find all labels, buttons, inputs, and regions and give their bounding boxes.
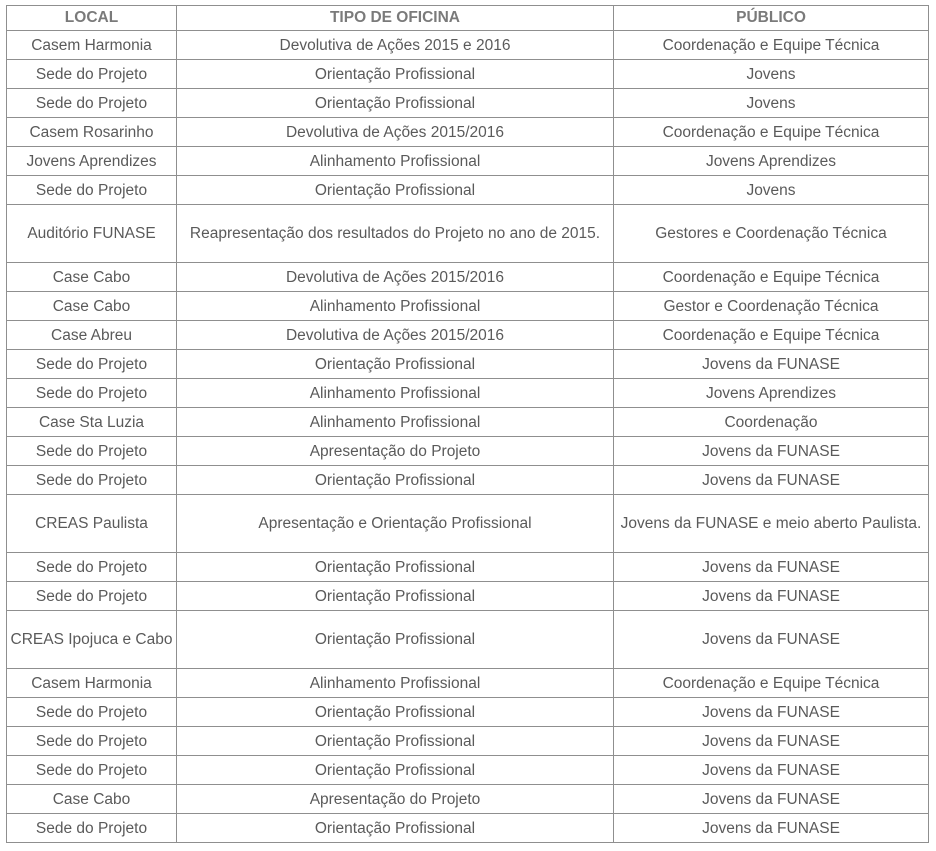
cell-local: Sede do Projeto (7, 553, 177, 582)
cell-publico: Jovens da FUNASE (614, 582, 929, 611)
cell-local: Casem Rosarinho (7, 118, 177, 147)
cell-publico: Jovens da FUNASE (614, 350, 929, 379)
cell-local: Sede do Projeto (7, 437, 177, 466)
cell-local: Case Cabo (7, 292, 177, 321)
cell-publico: Jovens da FUNASE (614, 756, 929, 785)
cell-tipo-de-oficina: Alinhamento Profissional (177, 379, 614, 408)
table-row (7, 350, 929, 379)
cell-publico: Jovens (614, 60, 929, 89)
cell-tipo-de-oficina: Reapresentação dos resultados do Projeto no ano de 2015. (177, 205, 614, 263)
cell-tipo-de-oficina: Apresentação e Orientação Profissional (177, 495, 614, 553)
cell-publico: Jovens da FUNASE (614, 437, 929, 466)
table-row (7, 698, 929, 727)
table-row (7, 727, 929, 756)
table-row (7, 582, 929, 611)
cell-tipo-de-oficina: Orientação Profissional (177, 727, 614, 756)
table-row (7, 408, 929, 437)
cell-tipo-de-oficina: Orientação Profissional (177, 89, 614, 118)
cell-publico: Jovens Aprendizes (614, 379, 929, 408)
cell-tipo-de-oficina: Orientação Profissional (177, 350, 614, 379)
cell-publico: Jovens Aprendizes (614, 147, 929, 176)
cell-local: Jovens Aprendizes (7, 147, 177, 176)
table-row (7, 611, 929, 669)
cell-local: Sede do Projeto (7, 89, 177, 118)
table-row (7, 60, 929, 89)
table-row (7, 756, 929, 785)
cell-local: Case Cabo (7, 785, 177, 814)
cell-tipo-de-oficina: Apresentação do Projeto (177, 437, 614, 466)
cell-tipo-de-oficina: Devolutiva de Ações 2015 e 2016 (177, 31, 614, 60)
cell-publico: Jovens da FUNASE (614, 727, 929, 756)
cell-local: Sede do Projeto (7, 814, 177, 843)
table-row (7, 466, 929, 495)
cell-local: Sede do Projeto (7, 350, 177, 379)
table-row (7, 669, 929, 698)
cell-local: Casem Harmonia (7, 669, 177, 698)
table-header-row (7, 6, 929, 31)
table-row (7, 553, 929, 582)
cell-tipo-de-oficina: Orientação Profissional (177, 582, 614, 611)
cell-local: Sede do Projeto (7, 582, 177, 611)
cell-tipo-de-oficina: Orientação Profissional (177, 611, 614, 669)
cell-local: Sede do Projeto (7, 60, 177, 89)
cell-publico: Gestor e Coordenação Técnica (614, 292, 929, 321)
cell-tipo-de-oficina: Apresentação do Projeto (177, 785, 614, 814)
cell-local: Case Sta Luzia (7, 408, 177, 437)
table-row (7, 292, 929, 321)
cell-publico: Jovens da FUNASE (614, 553, 929, 582)
cell-publico: Coordenação (614, 408, 929, 437)
cell-local: Casem Harmonia (7, 31, 177, 60)
cell-publico: Coordenação e Equipe Técnica (614, 118, 929, 147)
table-row (7, 379, 929, 408)
header-tipo-de-oficina: TIPO DE OFICINA (177, 6, 614, 31)
cell-tipo-de-oficina: Alinhamento Profissional (177, 292, 614, 321)
cell-publico: Jovens da FUNASE (614, 466, 929, 495)
cell-local: Sede do Projeto (7, 466, 177, 495)
cell-publico: Jovens (614, 176, 929, 205)
cell-tipo-de-oficina: Devolutiva de Ações 2015/2016 (177, 321, 614, 350)
workshop-table (6, 5, 929, 843)
cell-tipo-de-oficina: Devolutiva de Ações 2015/2016 (177, 118, 614, 147)
table-row (7, 437, 929, 466)
table-row (7, 263, 929, 292)
table-row (7, 176, 929, 205)
cell-local: CREAS Ipojuca e Cabo (7, 611, 177, 669)
cell-publico: Coordenação e Equipe Técnica (614, 321, 929, 350)
header-publico: PÚBLICO (614, 6, 929, 31)
cell-local: Auditório FUNASE (7, 205, 177, 263)
cell-publico: Coordenação e Equipe Técnica (614, 31, 929, 60)
table-row (7, 495, 929, 553)
cell-tipo-de-oficina: Orientação Profissional (177, 553, 614, 582)
cell-publico: Coordenação e Equipe Técnica (614, 263, 929, 292)
cell-local: Case Cabo (7, 263, 177, 292)
table-row (7, 814, 929, 843)
cell-publico: Gestores e Coordenação Técnica (614, 205, 929, 263)
table-row (7, 205, 929, 263)
table-row (7, 147, 929, 176)
cell-tipo-de-oficina: Devolutiva de Ações 2015/2016 (177, 263, 614, 292)
cell-tipo-de-oficina: Alinhamento Profissional (177, 147, 614, 176)
table-row (7, 321, 929, 350)
cell-publico: Jovens da FUNASE (614, 611, 929, 669)
cell-tipo-de-oficina: Alinhamento Profissional (177, 669, 614, 698)
table-row (7, 118, 929, 147)
cell-publico: Jovens da FUNASE e meio aberto Paulista. (614, 495, 929, 553)
cell-local: Sede do Projeto (7, 756, 177, 785)
table-row (7, 31, 929, 60)
cell-tipo-de-oficina: Orientação Profissional (177, 466, 614, 495)
cell-local: Sede do Projeto (7, 176, 177, 205)
cell-tipo-de-oficina: Alinhamento Profissional (177, 408, 614, 437)
cell-tipo-de-oficina: Orientação Profissional (177, 60, 614, 89)
cell-tipo-de-oficina: Orientação Profissional (177, 814, 614, 843)
cell-tipo-de-oficina: Orientação Profissional (177, 698, 614, 727)
cell-local: CREAS Paulista (7, 495, 177, 553)
cell-publico: Coordenação e Equipe Técnica (614, 669, 929, 698)
workshop-table-container (6, 5, 929, 843)
cell-local: Sede do Projeto (7, 379, 177, 408)
cell-publico: Jovens (614, 89, 929, 118)
cell-local: Sede do Projeto (7, 727, 177, 756)
table-row (7, 785, 929, 814)
cell-publico: Jovens da FUNASE (614, 785, 929, 814)
cell-publico: Jovens da FUNASE (614, 698, 929, 727)
cell-publico: Jovens da FUNASE (614, 814, 929, 843)
header-local: LOCAL (7, 6, 177, 31)
table-body (7, 31, 929, 843)
table-row (7, 89, 929, 118)
cell-tipo-de-oficina: Orientação Profissional (177, 756, 614, 785)
cell-local: Sede do Projeto (7, 698, 177, 727)
cell-tipo-de-oficina: Orientação Profissional (177, 176, 614, 205)
cell-local: Case Abreu (7, 321, 177, 350)
